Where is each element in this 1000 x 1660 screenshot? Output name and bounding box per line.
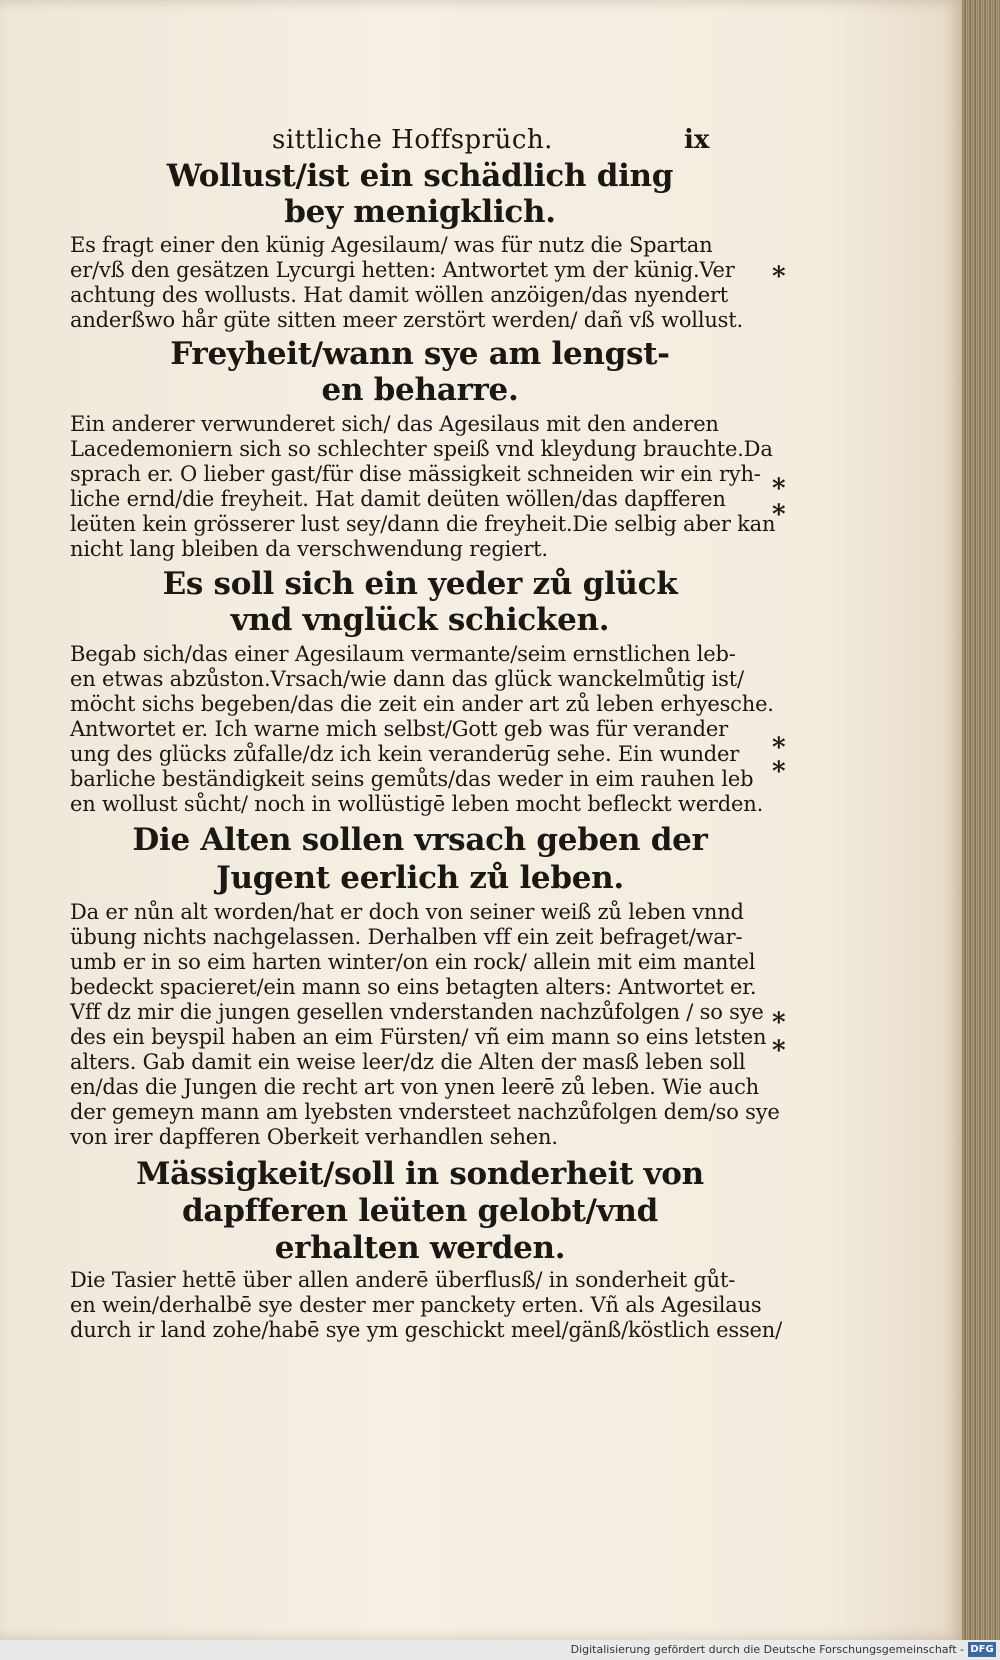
text-line: übung nichts nachgelassen. Derhalben vff ein zeit befraget/war- <box>70 925 743 949</box>
section-heading: Jugent eerlich zů leben. <box>216 860 624 896</box>
text-line: en etwas abzůston.Vrsach/wie dann das glück wanckelmůtig ist/ <box>70 667 744 691</box>
section-heading: vnd vnglück schicken. <box>230 602 610 638</box>
text-line: Es fragt einer den künig Agesilaum/ was für nutz die Spartan <box>70 233 713 257</box>
text-line: anderßwo hår güte sitten meer zerstört werden/ dañ vß wollust. <box>70 308 743 332</box>
text-line: Vff dz mir die jungen gesellen vnderstanden nachzůfolgen / so sye <box>70 1000 764 1024</box>
text-line: en wollust sůcht/ noch in wollüstigē leben mocht befleckt werden. <box>70 792 764 816</box>
section-heading: en beharre. <box>321 372 519 408</box>
text-line: umb er in so eim harten winter/on ein rock/ allein mit eim mantel <box>70 950 756 974</box>
text-line: bedeckt spacieret/ein mann so eins betagten alters: Antwortet er. <box>70 975 757 999</box>
text-line: barliche beständigkeit seins gemůts/das weder in eim rauhen leb <box>70 767 754 791</box>
text-line: Da er nůn alt worden/hat er doch von seiner weiß zů leben vnnd <box>70 900 744 924</box>
footer-credit-text: Digitalisierung gefördert durch die Deutsche Forschungsgemeinschaft - <box>570 1643 964 1656</box>
section-heading: bey menigklich. <box>284 194 556 230</box>
text-line: Die Tasier hettē über allen anderē überflusß/ in sonderheit gůt- <box>70 1268 736 1292</box>
text-line: Begab sich/das einer Agesilaum vermante/seim ernstlichen leb- <box>70 642 736 666</box>
section-heading: erhalten werden. <box>274 1230 566 1266</box>
text-line: sprach er. O lieber gast/für dise mässigkeit schneiden wir ein ryh- <box>70 462 761 486</box>
section-heading: dapfferen leüten gelobt/vnd <box>182 1193 658 1229</box>
margin-asterisk: * <box>772 262 786 292</box>
text-line: nicht lang bleiben da verschwendung regiert. <box>70 537 548 561</box>
text-line: leüten kein grösserer lust sey/dann die freyheit.Die selbig aber kan <box>70 512 776 536</box>
digitization-footer <box>0 1640 1000 1660</box>
text-line: von irer dapfferen Oberkeit verhandlen sehen. <box>70 1125 558 1149</box>
margin-asterisk: * <box>772 474 786 504</box>
text-line: en wein/derhalbē sye dester mer panckety erten. Vñ als Agesilaus <box>70 1293 762 1317</box>
book-fore-edge <box>962 0 1000 1640</box>
text-line: alters. Gab damit ein weise leer/dz die Alten der masß leben soll <box>70 1050 746 1074</box>
text-line: er/vß den gesätzen Lycurgi hetten: Antwortet ym der künig.Ver <box>70 258 735 282</box>
dfg-logo: DFG <box>968 1642 996 1657</box>
text-line: Antwortet er. Ich warne mich selbst/Gott geb was für verander <box>70 717 728 741</box>
section-heading: Die Alten sollen vrsach geben der <box>132 822 708 858</box>
text-line: Ein anderer verwunderet sich/ das Agesilaus mit den anderen <box>70 412 719 436</box>
text-line: der gemeyn mann am lyebsten vndersteet nachzůfolgen dem/so sye <box>70 1100 780 1124</box>
section-heading: Wollust/ist ein schädlich ding <box>166 158 674 194</box>
folio-number: ix <box>684 125 710 155</box>
text-line: des ein beyspil haben an eim Fürsten/ vñ eim mann so eins letsten <box>70 1025 767 1049</box>
text-line: achtung des wollusts. Hat damit wöllen anzöigen/das nyendert <box>70 283 729 307</box>
text-line: liche ernd/die freyheit. Hat damit deüten wöllen/das dapfferen <box>70 487 726 511</box>
text-line: Lacedemoniern sich so schlechter speiß vnd kleydung brauchte.Da <box>70 437 773 461</box>
margin-asterisk: * <box>772 1008 786 1038</box>
margin-asterisk: * <box>772 733 786 763</box>
margin-asterisk: * <box>772 757 786 787</box>
text-line: ung des glücks zůfalle/dz ich kein veranderūg sehe. Ein wunder <box>70 742 740 766</box>
margin-asterisk: * <box>772 1036 786 1066</box>
running-head: sittliche Hoffsprüch. <box>272 125 553 155</box>
section-heading: Es soll sich ein yeder zů glück <box>162 566 678 602</box>
section-heading: Freyheit/wann sye am lengst- <box>170 336 670 372</box>
section-heading: Mässigkeit/soll in sonderheit von <box>136 1156 704 1192</box>
text-line: möcht sichs begeben/das die zeit ein ander art zů leben erhyesche. <box>70 692 774 716</box>
text-line: durch ir land zohe/habē sye ym geschickt meel/gänß/köstlich essen/ <box>70 1318 782 1342</box>
margin-asterisk: * <box>772 500 786 530</box>
text-line: en/das die Jungen die recht art von ynen leerē zů leben. Wie auch <box>70 1075 760 1099</box>
